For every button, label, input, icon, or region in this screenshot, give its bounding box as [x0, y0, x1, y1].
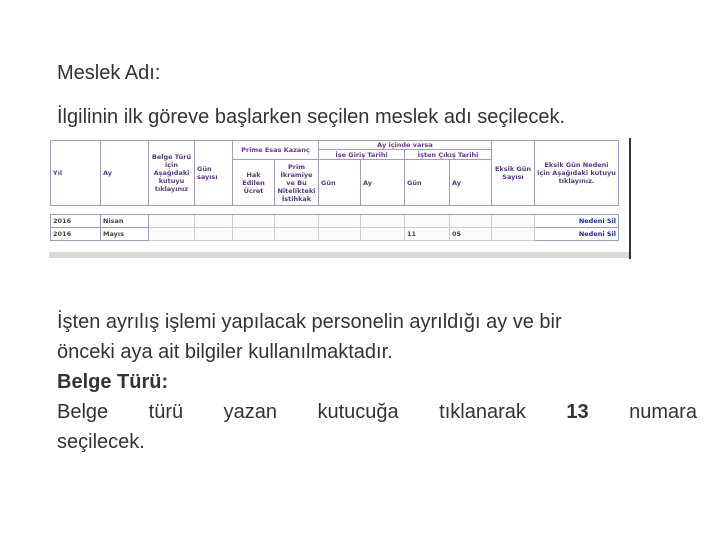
cell-yil: 2016	[51, 228, 101, 241]
word: Belge	[57, 401, 109, 423]
cell-ay: Nisan	[101, 215, 149, 228]
gun-sayisi-input[interactable]	[195, 228, 233, 241]
belge-turu-heading: Belge Türü:	[57, 371, 169, 393]
header-hak-edilen: Hak Edilen Ücret	[233, 160, 275, 206]
header-eksik-gun-sayisi: Eksik Gün Sayısı	[492, 141, 535, 206]
header-ay: Ay	[101, 141, 149, 206]
header-prime-esas: Prime Esas Kazanç	[233, 141, 319, 160]
giris-ay-input[interactable]	[361, 228, 405, 241]
instruction-line-5: seçilecek.	[57, 431, 145, 453]
word: türü	[148, 401, 184, 423]
gun-sayisi-input[interactable]	[195, 215, 233, 228]
hak-edilen-input[interactable]	[233, 228, 275, 241]
word: tıklanarak	[439, 401, 526, 423]
giris-gun-input[interactable]	[319, 215, 361, 228]
cell-ay: Mayıs	[101, 228, 149, 241]
header-yil: Yıl	[51, 141, 101, 206]
hak-edilen-input[interactable]	[233, 215, 275, 228]
instruction-line-1: İşten ayrılış işlemi yapılacak personelin ayrıldığı ay ve bir	[57, 311, 562, 333]
word: kutucuğa	[317, 401, 399, 423]
instruction-line-2: önceki aya ait bilgiler kullanılmaktadır.	[57, 341, 393, 363]
header-giris-ay: Ay	[361, 160, 405, 206]
giris-ay-input[interactable]	[361, 215, 405, 228]
header-giris-gun: Gün	[319, 160, 361, 206]
header-cikis-gun: Gün	[405, 160, 450, 206]
nedeni-sil-link[interactable]: Nedeni Sil	[535, 215, 619, 228]
eksik-gun-input[interactable]	[492, 228, 535, 241]
header-cikis-ay: Ay	[450, 160, 492, 206]
paragraph-meslek-desc: İlgilinin ilk göreve başlarken seçilen meslek adı seçilecek.	[57, 106, 566, 128]
header-ay-icinde: Ay içinde varsa	[319, 141, 492, 150]
instruction-line-4	[57, 397, 697, 427]
cell-yil: 2016	[51, 215, 101, 228]
number-13: 13	[566, 401, 589, 423]
header-prim-ikramiye: Prim İkramiye ve Bu Nitelikteki İstihkak	[275, 160, 319, 206]
header-belge-turu: Belge Türü için Aşağıdaki kutuyu tıklayınız	[149, 141, 195, 206]
header-gun-sayisi: Gün sayısı	[195, 141, 233, 206]
table-row	[51, 215, 619, 228]
form-right-border	[629, 138, 631, 259]
cikis-gun-input[interactable]: 11	[405, 228, 450, 241]
table-row	[51, 228, 619, 241]
header-ise-giris: İşe Giriş Tarihi	[319, 150, 405, 160]
form-bottom-shadow	[49, 252, 631, 258]
prim-ikramiye-input[interactable]	[275, 215, 319, 228]
belge-turu-box[interactable]	[149, 215, 195, 228]
belge-turu-box[interactable]	[149, 228, 195, 241]
giris-gun-input[interactable]	[319, 228, 361, 241]
cikis-ay-input[interactable]	[450, 215, 492, 228]
eksik-gun-input[interactable]	[492, 215, 535, 228]
header-isten-cikis: İşten Çıkış Tarihi	[405, 150, 492, 160]
word: yazan	[223, 401, 277, 423]
header-eksik-gun-nedeni: Eksik Gün Nedeni için Aşağıdaki kutuyu tıklayınız.	[535, 141, 619, 206]
paragraph-instructions	[57, 307, 697, 457]
nedeni-sil-link[interactable]: Nedeni Sil	[535, 228, 619, 241]
prim-ikramiye-input[interactable]	[275, 228, 319, 241]
spacer-row	[51, 206, 619, 215]
word: numara	[629, 401, 697, 423]
heading-meslek-adi: Meslek Adı:	[57, 62, 161, 84]
cikis-ay-input[interactable]: 05	[450, 228, 492, 241]
salary-form-table	[50, 140, 619, 241]
belge-turu-label	[57, 367, 697, 397]
cikis-gun-input[interactable]	[405, 215, 450, 228]
